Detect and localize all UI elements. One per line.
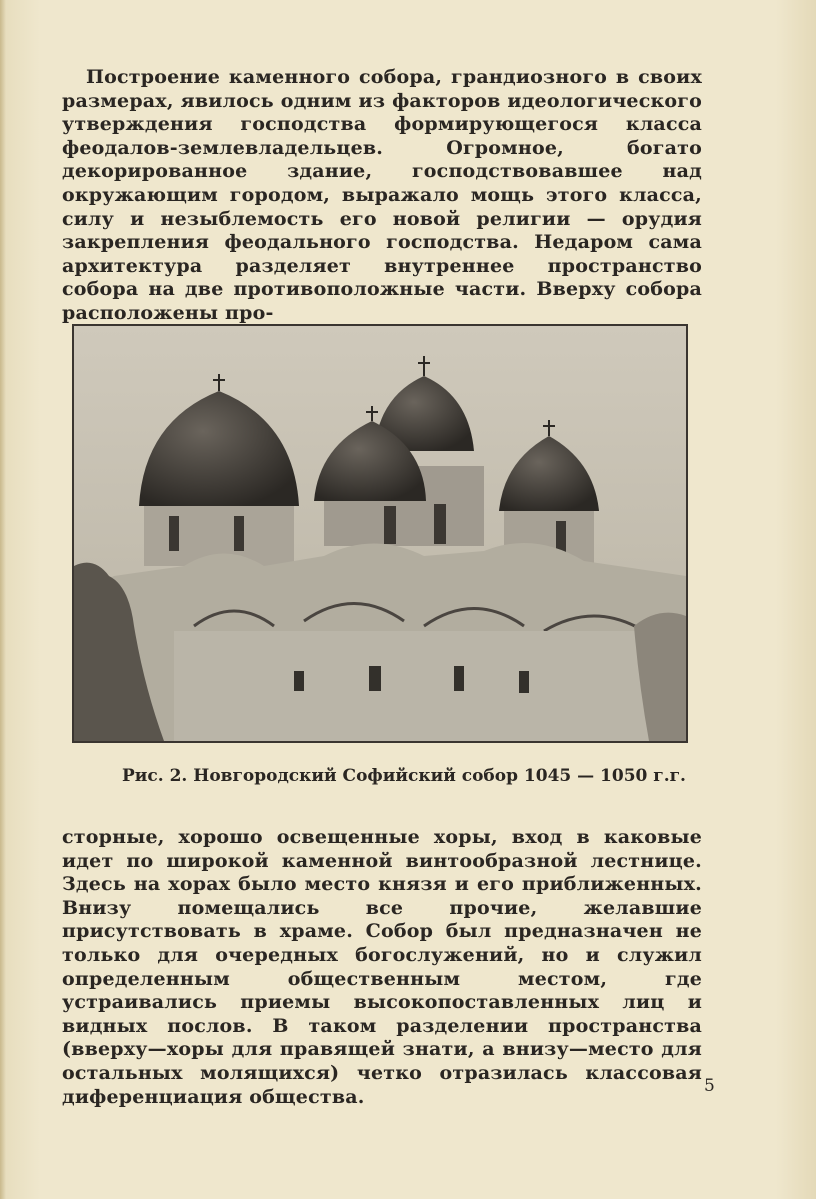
- figure-caption: Рис. 2. Новгородский Софийский собор 1045 — 1050 г.г.: [122, 766, 686, 786]
- cathedral-photo: [72, 324, 688, 743]
- page-number: 5: [704, 1076, 715, 1096]
- text-block-top: [62, 66, 702, 326]
- paragraph-before-figure: Построение каменного собора, грандиозного в своих размерах, явилось одним из факторов идеологического утверждения господства формирующегося класса феодалов-землевладельцев. Огромное, богато декорированное здание, господствовавшее над окружающим городом, выражало мощь этого класса, силу и незыблемость его новой религии — орудия закрепления феодального господства. Недаром сама архитектура разделяет внутреннее пространство собора на две противоположные части. Вверху собора расположены про-: [62, 66, 702, 324]
- lower-wall: [174, 631, 686, 741]
- text-block-bottom: [62, 826, 702, 1109]
- paragraph-after-figure: сторные, хорошо освещенные хоры, вход в каковые идет по широкой каменной винтообразной лестнице. Здесь на хорах было место князя и его приближенных. Внизу помещались все прочие, желавшие присутствовать в храме. Собор был предназначен не только для очередных богослужений, но и служил определенным общественным местом, где устраивались приемы высокопоставленных лиц и видных послов. В таком разделении пространства (вверху—хоры для правящей знати, а внизу—место для остальных молящихся) четко отразилась классовая диференциация общества.: [62, 826, 702, 1108]
- page-edge-shadow: [0, 0, 6, 1199]
